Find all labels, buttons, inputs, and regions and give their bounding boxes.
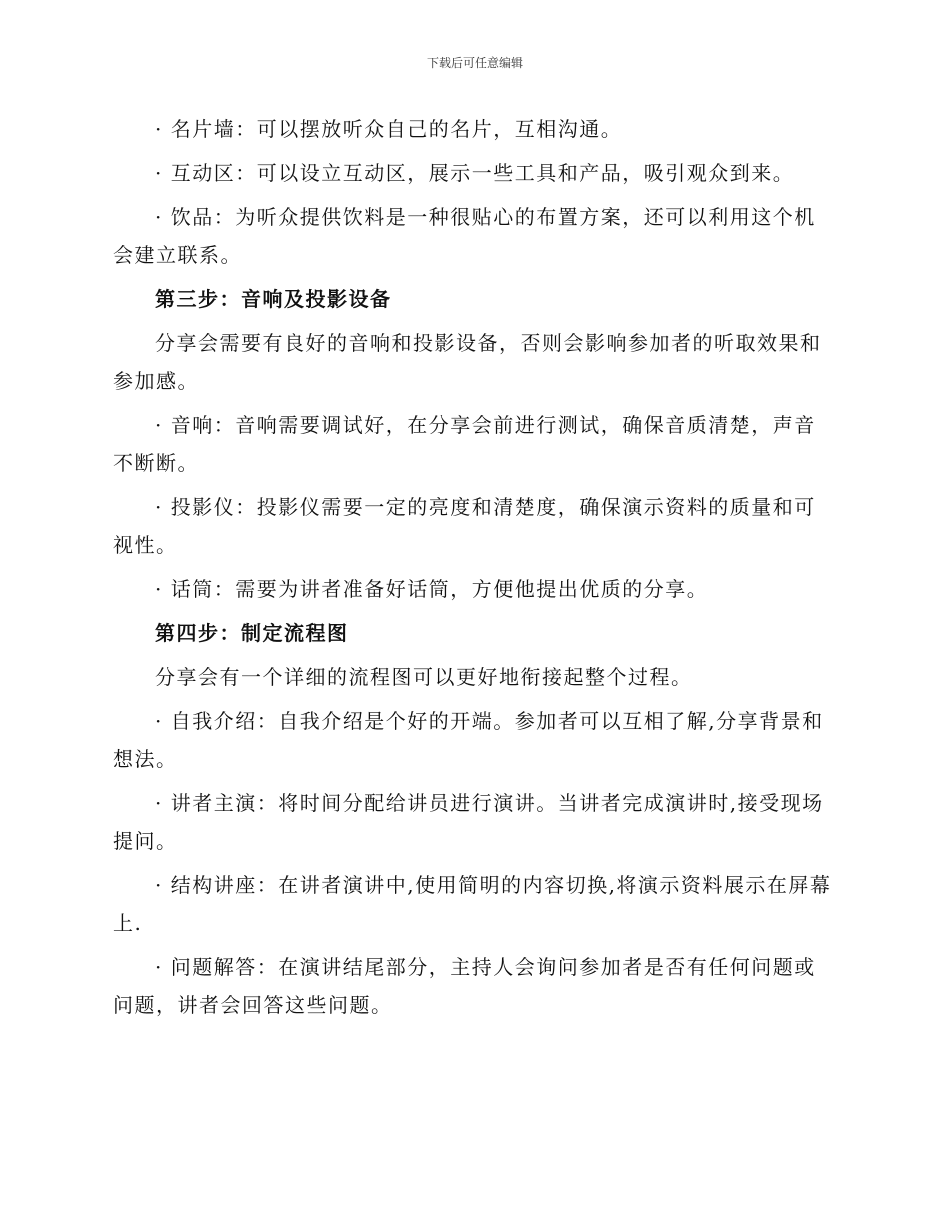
bullet-projector: · 投影仪：投影仪需要一定的亮度和清楚度，确保演示资料的质量和可视性。	[113, 495, 816, 557]
paragraph-audio-projection-intro: 分享会需要有良好的音响和投影设备，否则会影响参加者的听取效果和参加感。	[113, 331, 822, 393]
paragraph-flowchart-intro: 分享会有一个详细的流程图可以更好地衔接起整个过程。	[155, 665, 693, 689]
bullet-interactive-area: · 互动区：可以设立互动区，展示一些工具和产品，吸引观众到来。	[155, 161, 795, 185]
bullet-microphone: · 话筒：需要为讲者准备好话筒，方便他提出优质的分享。	[155, 577, 709, 601]
page-header-note: 下载后可任意编辑	[426, 56, 523, 70]
bullet-self-introduction: · 自我介绍：自我介绍是个好的开端。参加者可以互相了解,分享背景和想法。	[113, 709, 824, 771]
bullet-business-card-wall: · 名片墙：可以摆放听众自己的名片，互相沟通。	[155, 117, 623, 141]
bullet-structured-lecture: · 结构讲座：在讲者演讲中,使用简明的内容切换,将演示资料展示在屏幕上.	[113, 873, 832, 935]
section-heading-step-three: 第三步：音响及投影设备	[155, 287, 392, 311]
section-heading-step-four: 第四步：制定流程图	[155, 621, 349, 645]
bullet-audio: · 音响：音响需要调试好，在分享会前进行测试，确保音质清楚，声音不断断。	[113, 413, 816, 475]
bullet-speaker-presentation: · 讲者主演：将时间分配给讲员进行演讲。当讲者完成演讲时,接受现场提问。	[113, 791, 824, 853]
bullet-drinks: · 饮品：为听众提供饮料是一种很贴心的布置方案，还可以利用这个机会建立联系。	[113, 205, 816, 267]
document-body	[113, 110, 833, 1030]
bullet-qa-session: · 问题解答：在演讲结尾部分，主持人会询问参加者是否有任何问题或问题，讲者会回答这些问题。	[113, 955, 816, 1017]
